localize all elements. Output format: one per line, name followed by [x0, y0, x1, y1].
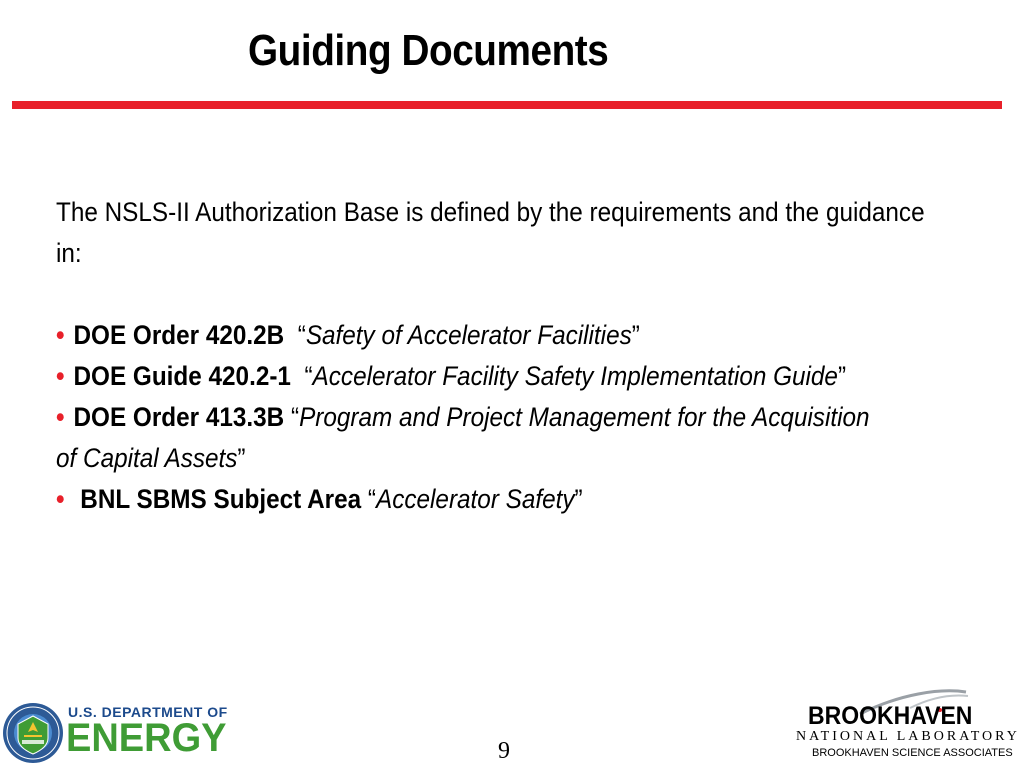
document-title: Accelerator Facility Safety Implementation Guide [312, 361, 838, 391]
bullet-icon: • [56, 484, 65, 514]
page-number: 9 [498, 738, 510, 764]
bnl-logo [790, 684, 1020, 766]
slide-body [56, 192, 946, 520]
bullet-icon: • [56, 402, 65, 432]
title-divider [12, 101, 1002, 109]
document-title: Accelerator Safety [376, 484, 575, 514]
document-title: Program and Project Management for the Acquisition of Capital Assets [56, 402, 870, 473]
document-reference: DOE Order 420.2B [73, 320, 285, 350]
doe-logo-line1: U.S. DEPARTMENT OF [68, 704, 228, 720]
open-quote: “ [297, 320, 306, 350]
bnl-logo-associates: BROOKHAVEN SCIENCE ASSOCIATES [812, 747, 1013, 759]
close-quote: ” [837, 361, 847, 391]
bullet-icon: • [56, 320, 65, 350]
doe-logo [2, 702, 252, 764]
open-quote: “ [290, 402, 300, 432]
bullet-item [56, 479, 884, 520]
bullet-item [56, 356, 884, 397]
close-quote: ” [631, 320, 640, 350]
slide-title: Guiding Documents [248, 26, 609, 75]
open-quote: “ [367, 484, 377, 514]
doe-logo-line2: ENERGY [66, 716, 227, 760]
bullet-icon: • [56, 361, 65, 391]
bnl-logo-subtitle: NATIONAL LABORATORY [796, 729, 1020, 744]
document-reference: DOE Order 413.3B [73, 402, 285, 432]
document-title: Safety of Accelerator Facilities [305, 320, 632, 350]
document-reference: BNL SBMS Subject Area [80, 484, 362, 514]
bullet-item [56, 397, 884, 479]
close-quote: ” [574, 484, 583, 514]
bullet-item [56, 315, 884, 356]
open-quote: “ [304, 361, 313, 391]
document-reference: DOE Guide 420.2-1 [73, 361, 291, 391]
intro-text: The NSLS-II Authorization Base is defined by the requirements and the guidance in: [56, 197, 925, 268]
close-quote: ” [237, 443, 246, 473]
bnl-logo-name: BROOKHAVEN [808, 702, 973, 730]
doe-seal-icon [2, 702, 64, 764]
